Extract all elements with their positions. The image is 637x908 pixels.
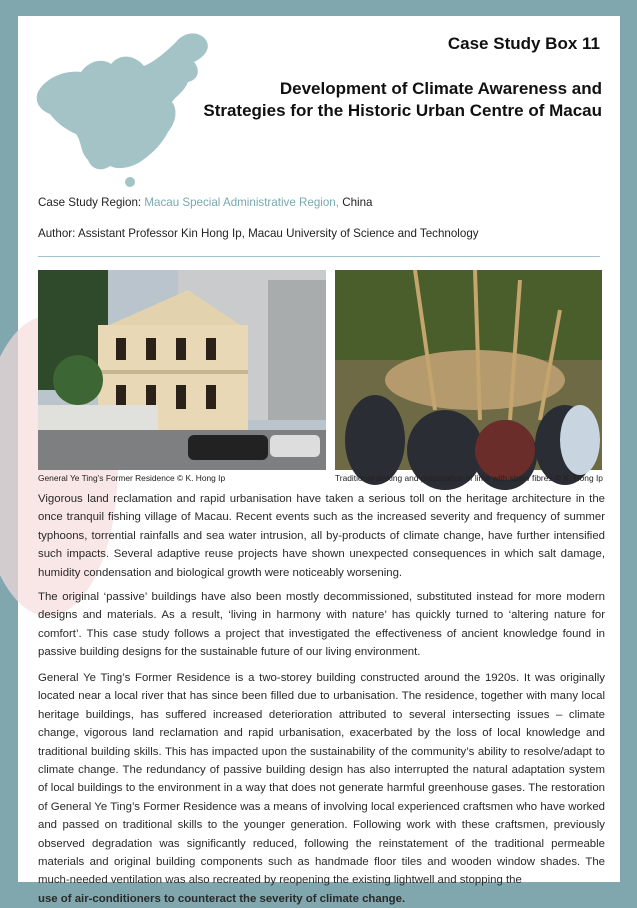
case-study-page <box>18 16 620 905</box>
paragraph-closing-line: use of air-conditioners to counteract the severity of climate change. <box>38 892 406 905</box>
body-paragraph-1 <box>38 490 605 582</box>
lime-slaking-photo-caption: Traditional slaking and preparation of lime with straw fibres © K. Hong Ip <box>335 473 603 483</box>
body-paragraph-3 <box>38 669 605 908</box>
case-study-box-label: Case Study Box 11 <box>447 34 600 53</box>
region-label: Case Study Region: <box>38 196 145 209</box>
residence-photo <box>38 270 326 470</box>
case-study-region <box>38 196 372 209</box>
author-line: Author: Assistant Professor Kin Hong Ip, Macau University of Science and Technology <box>38 227 479 240</box>
region-highlight: Macau Special Administrative Region, <box>144 196 339 209</box>
divider <box>38 256 600 257</box>
residence-photo-caption: General Ye Ting’s Former Residence © K. Hong Ip <box>38 473 226 483</box>
title-line-1: Development of Climate Awareness and <box>279 79 602 98</box>
region-country: China <box>338 196 373 209</box>
paragraph-text: General Ye Ting’s Former Residence is a two-storey building constructed around the 1920s. It was originally located near a local river that has since been filled due to urbanisation. The residence, together with many local heritage buildings, has suffered increased deterioration attributed to several intersecting issues – climate change, vigorous land reclamation and rapid urbanisation, exacerbated by the loss of local knowledge and traditional building skills. This has impacted upon the sustainability of the community’s ability to resolve/adapt to climate change. The redundancy of passive building design has also interrupted the natural adaptation system of local buildings to the environment in a way that does not generate harmful greenhouse gases. The restoration of General Ye Ting’s Former Residence was a means of involving local experienced craftsmen who have worked and passed on traditional skills to the younger generation. Following work with these craftsmen, previously observed degradation was significantly reduced, following the reinstatement of the traditional permeable materials and original building components such as handmade floor tiles and wooden window shades. The much-needed ventilation was also recreated by reopening the existing lightwell and stopping the <box>38 672 605 887</box>
lime-slaking-photo <box>335 270 602 470</box>
paragraph-text: The original ‘passive’ buildings have also been mostly decommissioned, substituted instead for more modern designs and materials. As a result, ‘living in harmony with nature’ has quickly turned to ‘altering nature for comfort’. This case study follows a project that investigated the effectiveness of ancient knowledge found in passive building designs for the sustainable future of our living environment. <box>38 591 605 659</box>
page-title <box>142 78 602 122</box>
paragraph-text: Vigorous land reclamation and rapid urbanisation have taken a serious toll on the heritage architecture in the once tranquil fishing village of Macau. Recent events such as the increased severity and frequency of summer typhoons, torrential rainfalls and sea water intrusion, all by-products of climate change, have further intensified such impacts. Several adaptive reuse projects have shown unexpected consequences in which salt damage, humidity condensation and biological growth were noticeably worsening. <box>38 493 605 579</box>
body-paragraph-2 <box>38 588 605 662</box>
title-line-2: Strategies for the Historic Urban Centre of Macau <box>203 101 602 120</box>
